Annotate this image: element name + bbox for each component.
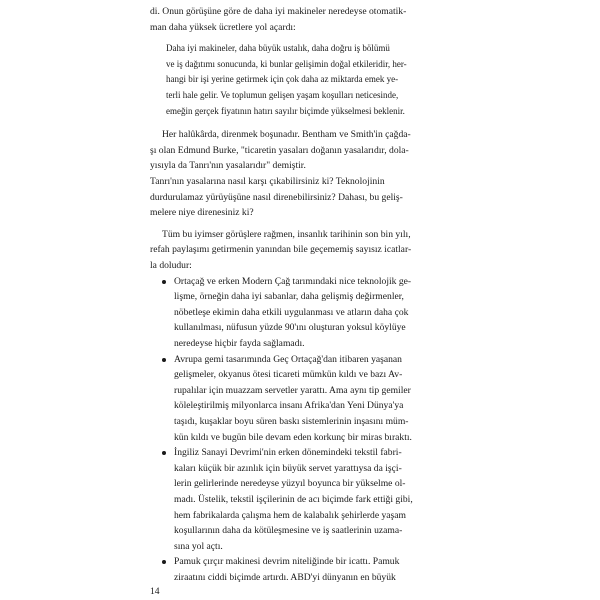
list-item-line: gelişmeler, okyanus ötesi ticareti mümkün kıldı ve bazı Av-	[174, 369, 403, 381]
paragraph-line: melere niye direnesiniz ki?	[150, 207, 254, 219]
body-text-line: man daha yüksek ücretlere yol açardı:	[150, 21, 296, 33]
list-item-line: hem fabrikalarda çalışma hem de kalabalık şehirlerde yaşam	[174, 509, 407, 521]
list-item-line: taşıdı, kuşaklar boyu süren baskı sistemlerinin inşasını müm-	[174, 416, 409, 427]
body-text-line: di. Onun görüşüne göre de daha iyi makineler neredeyse otomatik-	[150, 6, 407, 17]
list-item-line: lişme, örneğin daha iyi sabanlar, daha gelişmiş değirmenler,	[174, 291, 404, 303]
list-item-line: lerin gelirlerinde neredeyse yüzyıl boyunca bir yükselme ol-	[174, 478, 406, 490]
list-item-line: kaları küçük bir azınlık için büyük servet yarattıysa da işçi-	[174, 462, 402, 474]
list-item-line: neredeyse hiçbir fayda sağlamadı.	[174, 338, 305, 349]
paragraph-line: şı olan Edmund Burke, "ticaretin yasaları doğanın yasalarıdır, dola-	[150, 144, 409, 156]
block-quote-line: emeğin gerçek fiyatının hatırı sayılır biçimde yükselmesi beklenir.	[166, 105, 405, 116]
list-item-line: kün kıldı ve bugün bile devam eden korkunç bir miras bıraktı.	[174, 431, 412, 443]
list-item-line: köleleştirilmiş milyonlarca insanı Afrika'dan Yeni Dünya'ya	[174, 400, 404, 412]
paragraph-line: Tanrı'nın yasalarına nasıl karşı çıkabilirsiniz ki? Teknolojinin	[150, 176, 385, 187]
paragraph-line: Her halûkârda, direnmek boşunadır. Bentham ve Smith'in çağda-	[162, 129, 411, 141]
bullet-dot	[162, 280, 166, 284]
list-item-line: kullanılması, nüfusun yüzde 90'ını oluşturan yoksul köylüye	[174, 322, 406, 334]
list-item-line: rupalılar için muazzam servetler yarattı. Ama aynı tip gemiler	[174, 384, 411, 396]
block-quote-line: terli hale gelir. Ve toplumun gelişen yaşam koşulları neticesinde,	[166, 90, 399, 100]
paragraph-line: Tüm bu iyimser görüşlere rağmen, insanlık tarihinin son bin yılı,	[162, 228, 411, 240]
bullet-dot	[162, 560, 166, 564]
list-item-line: Avrupa gemi tasarımında Geç Ortaçağ'dan itibaren yaşanan	[174, 353, 402, 365]
paragraph-line: la doludur:	[150, 260, 192, 271]
bullet-dot	[162, 451, 166, 455]
paragraph-line: refah paylaşımı getirmenin yanından bile geçememiş sayısız icatlar-	[150, 244, 412, 256]
list-item-line: madı. Üstelik, tekstil işçilerinin de acı biçimde fark ettiği gibi,	[174, 494, 413, 505]
block-quote-line: ve iş dağıtımı sonucunda, ki bunlar gelişimin doğal etkileridir, her-	[166, 58, 407, 69]
list-item-line: ziraatını ciddi biçimde artırdı. ABD'yi dünyanın en büyük	[174, 572, 396, 583]
list-item-line: nöbetleşe ekimin daha etkili uygulanması ve atların daha çok	[174, 306, 409, 318]
bullet-dot	[162, 358, 166, 362]
paragraph-line: yısıyla da Tanrı'nın yasalarıdır" demiştir.	[150, 160, 306, 172]
block-quote-line: hangi bir işi yerine getirmek için çok daha az miktarda emek ye-	[166, 74, 399, 85]
list-item-line: İngiliz Sanayi Devrimi'nin erken dönemindeki tekstil fabri-	[174, 447, 402, 459]
page-number: 14	[150, 586, 160, 597]
list-item-line: sına yol açtı.	[174, 540, 223, 552]
list-item-line: koşullarının daha da kötüleşmesine ve iş saatlerinin uzama-	[174, 525, 403, 537]
list-item-line: Ortaçağ ve erken Modern Çağ tarımındaki nice teknolojik ge-	[174, 275, 412, 287]
list-item-line: Pamuk çırçır makinesi devrim niteliğinde bir icattı. Pamuk	[174, 556, 400, 568]
paragraph-line: durdurulamaz yürüyüşüne nasıl direnebilirsiniz? Dahası, bu geliş-	[150, 191, 403, 203]
block-quote-line: Daha iyi makineler, daha büyük ustalık, daha doğru iş bölümü	[166, 43, 390, 54]
